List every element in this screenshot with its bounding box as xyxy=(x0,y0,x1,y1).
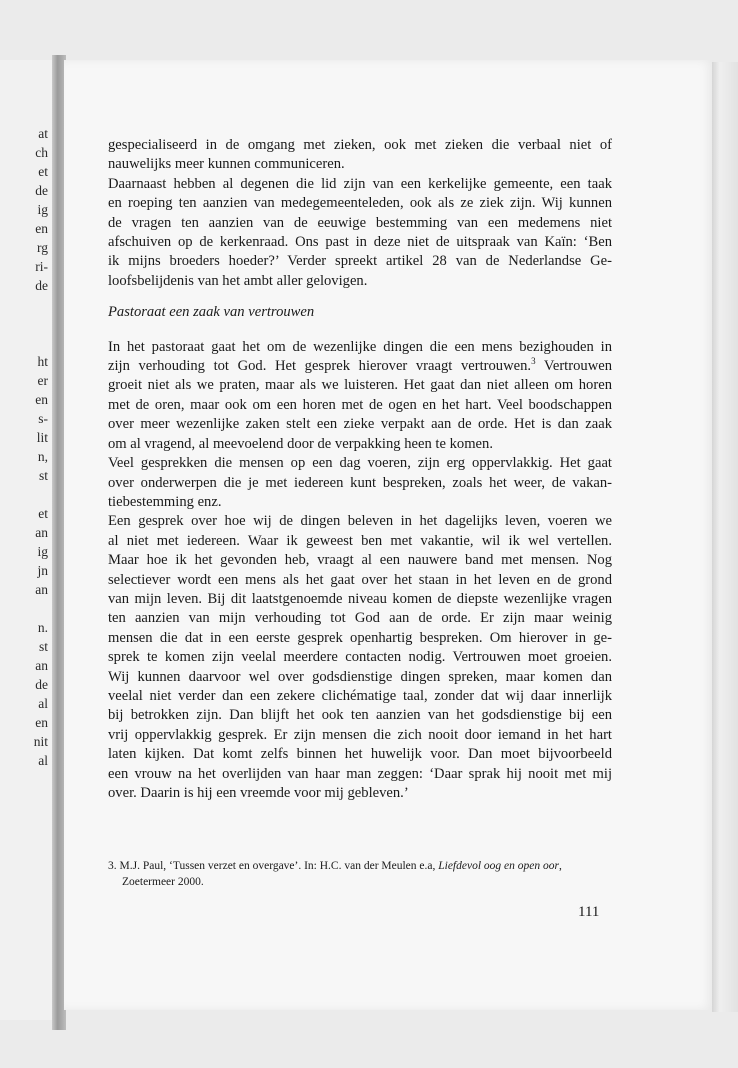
text-line: laten kijken. Dat komt zelfs binnen het huwelijk voor. Dan moet bijvoorbeeld xyxy=(108,746,612,763)
footnote-title: Liefdevol oog en open oor xyxy=(438,860,559,872)
left-page-fragment: an xyxy=(35,525,48,540)
text-line: Wij kunnen daarvoor wel over godsdienstige dingen spreken, maar komen dan xyxy=(108,668,612,685)
left-page-fragment: de xyxy=(35,278,48,293)
text-line: Een gesprek over hoe wij de dingen beleven in het dagelijks leven, voeren we xyxy=(108,513,612,530)
text-line: ik mijns broeders hoeder?’ Verder spreekt artikel 28 van de Nederlandse Ge- xyxy=(108,253,612,270)
text-line: Daarnaast hebben al degenen die lid zijn van een kerkelijke gemeente, een taak xyxy=(108,175,612,192)
text-line: van mijn leven. Bij dit laatstgenoemde niveau komen de diepste wezenlijke vragen xyxy=(108,590,612,607)
section-heading: Pastoraat een zaak van vertrouwen xyxy=(108,304,315,321)
body-text xyxy=(108,136,612,803)
left-page-fragment: n, xyxy=(37,449,48,464)
text-line: tiebestemming enz. xyxy=(108,493,222,510)
left-page-fragment: jn xyxy=(37,563,48,578)
footnote-reference: 3 xyxy=(531,356,536,367)
text-line: over. Daarin is hij een vreemde voor mij gebleven.’ xyxy=(108,785,409,801)
text-segment: zijn verhouding tot God. Het gesprek hierover vraagt vertrouwen. xyxy=(108,358,532,375)
paragraph-2 xyxy=(108,175,612,291)
left-page-fragment: rg xyxy=(36,240,48,255)
left-page-fragment: de xyxy=(35,677,48,692)
text-line: de vragen ten aanzien van de eeuwige bestemming van een medemens niet xyxy=(108,214,612,231)
text-line: sprek te komen zijn veelal meerdere contacten nodig. Vertrouwen moet groeien. xyxy=(108,649,612,666)
left-page-fragment: al xyxy=(38,696,48,711)
paragraph-4 xyxy=(108,454,612,512)
left-page-fragment: en xyxy=(35,715,48,730)
left-page-fragment: at xyxy=(38,126,48,141)
text-segment: Vertrouwen xyxy=(535,358,613,375)
left-page-fragment: an xyxy=(35,658,48,673)
text-line: mensen die dat in een eerste gesprek openhartig bespreken. Om hierover in ge- xyxy=(108,629,612,646)
left-page-fragment: s- xyxy=(38,411,48,426)
text-line: een vrouw na het overlijden van haar man zeggen: ‘Daar sprak hij nooit met mij xyxy=(108,765,612,782)
text-line: Veel gesprekken die mensen op een dag voeren, zijn erg oppervlakkig. Het gaat xyxy=(108,455,612,472)
left-page-fragment: ch xyxy=(35,145,48,160)
text-line: en roeping ten aanzien van medegemeenteleden, ook als ze ziek zijn. Wij kunnen xyxy=(108,195,612,212)
left-page-fragment: et xyxy=(38,506,48,521)
text-line: afschuiven op de kerkenraad. Ons past in deze niet de uitspraak van Kaïn: ‘Ben xyxy=(108,234,612,251)
left-page-fragment: al xyxy=(38,753,48,768)
footnote-text: M.J. Paul, ‘Tussen verzet en overgave’. In: H.C. van der Meulen e.a, xyxy=(119,860,436,872)
text-line: over meer wezenlijke zaken stelt een zieke verpakt aan de orde. Het is dan zaak xyxy=(108,416,612,433)
left-page-edge xyxy=(0,60,52,1020)
text-line: selectiever wordt een mens als het gaat over het staan in het leven en de grond xyxy=(108,571,612,588)
text-line: met de oren, maar ook om een horen met de ogen en het hart. Veel boodschappen xyxy=(108,396,612,413)
page-number: 111 xyxy=(578,904,600,920)
text-line: bij betrokken zijn. Dan blijft het ook ten aanzien van het godsdienstige bij een xyxy=(108,707,612,724)
text-line: loofsbelijdenis van het ambt aller gelovigen. xyxy=(108,272,368,289)
footnote xyxy=(108,858,612,890)
text-line: nauwelijks meer kunnen communiceren. xyxy=(108,156,345,173)
left-page-fragment: ht xyxy=(37,354,48,369)
footnote-text: , xyxy=(558,860,562,872)
right-page-edge xyxy=(712,62,738,1012)
text-line: veelal niet verder dan een zekere clichématige taal, zonder dat wij daar innerlijk xyxy=(108,687,612,704)
footnote-line: Zoetermeer 2000. xyxy=(122,876,204,888)
text-line: vrij oppervlakkig gesprek. Er zijn mensen die zich nooit door iemand in het hart xyxy=(108,726,612,743)
left-page-fragment: st xyxy=(38,468,48,483)
text-line: ten aanzien van mijn verhouding tot God aan de orde. Er zijn maar weinig xyxy=(108,610,612,627)
left-page-fragment: an xyxy=(35,582,48,597)
text-line: al niet met iedereen. Waar ik geweest ben met vakantie, wil ik wel vertellen. xyxy=(108,532,612,549)
text-line: groeit niet als we praten, maar als we luisteren. Het gaat dan niet alleen om horen xyxy=(108,377,612,394)
text-line: over onderwerpen die je met iedereen kunt bespreken, zoals het weer, de vakan- xyxy=(108,474,612,491)
left-page-fragment: nit xyxy=(33,734,48,749)
left-page-fragment: ri- xyxy=(35,259,48,274)
footnote-line xyxy=(108,858,612,874)
left-page-fragment: ig xyxy=(37,202,48,217)
left-page-fragment: et xyxy=(38,164,48,179)
left-page-fragment: er xyxy=(37,373,48,388)
text-line: gespecialiseerd in de omgang met zieken, ook met zieken die verbaal niet of xyxy=(108,137,612,153)
text-line-with-footnote xyxy=(108,357,612,376)
text-line: Maar hoe ik het gevonden heb, vraagt al een nauwere band met mensen. Nog xyxy=(108,552,612,569)
paragraph-3 xyxy=(108,338,612,454)
left-page-fragment: st xyxy=(38,639,48,654)
left-page-fragment: en xyxy=(35,392,48,407)
left-page-fragment: de xyxy=(35,183,48,198)
text-line: om al vragend, al meevoelend door de verpakking heen te komen. xyxy=(108,435,493,452)
footnote-number: 3. xyxy=(108,860,117,872)
left-page-fragment: ig xyxy=(37,544,48,559)
text-line: In het pastoraat gaat het om de wezenlijke dingen die een mens bezighouden in xyxy=(108,338,612,355)
left-page-fragment: en xyxy=(35,221,48,236)
paragraph-5 xyxy=(108,512,612,803)
left-page-fragment: n. xyxy=(37,620,48,635)
left-page-fragment: lit xyxy=(36,430,48,445)
paragraph-1 xyxy=(108,136,612,175)
